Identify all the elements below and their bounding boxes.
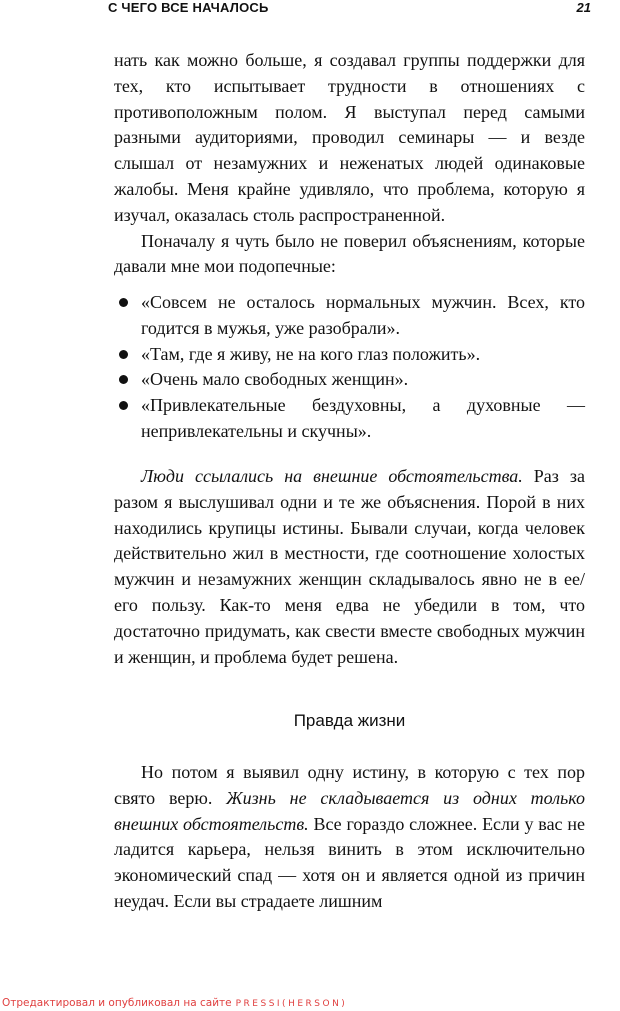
- footer-brand: PRESSI(HERSON): [235, 999, 348, 1009]
- bullet-text: «Очень мало свободных женщин».: [141, 369, 409, 390]
- bullet-list: [114, 290, 585, 445]
- bullet-list-block: [114, 290, 585, 445]
- bullet-text: «Привлекательные бездуховны, а духовные — непривлекательны и скучны».: [141, 395, 585, 441]
- text-block-3: [114, 760, 585, 915]
- paragraph-4-text-a: Но потом я выявил одну истину, в которую с тех пор свято верю.: [114, 762, 585, 808]
- paragraph-3: [114, 464, 585, 670]
- paragraph-2: Поначалу я чуть было не поверил объяснениям, которые давали мне мои подопечные:: [114, 230, 585, 277]
- bullet-icon: [119, 375, 128, 384]
- bullet-item: [114, 367, 585, 393]
- paragraph-4: [114, 760, 585, 915]
- text-block-2: [114, 464, 585, 670]
- bullet-text: «Совсем не осталось нормальных мужчин. Всех, кто годится в мужья, уже разобрали».: [141, 292, 585, 338]
- bullet-text: «Там, где я живу, не на кого глаз положить».: [141, 343, 481, 364]
- bullet-item: [114, 393, 585, 445]
- paragraph-1: нать как можно больше, я создавал группы поддержки для тех, кто испытывает трудности в отношениях с противоположным полом. Я выступал перед самыми разными аудиториями, проводил семинары — и везде слышал от незамужних и неженатых людей одинаковые жалобы. Меня крайне удивляло, что проблема, которую я изучал, оказалась столь распространенной.: [114, 50, 585, 225]
- section-heading: Правда жизни: [293, 711, 406, 730]
- footer-note-text: Отредактировал и опубликовал на сайте: [2, 997, 232, 1009]
- running-head-title: С ЧЕГО ВСЕ НАЧАЛОСЬ: [108, 0, 269, 15]
- paragraph-3-text: Раз за разом я выслушивал одни и те же объяснения. Порой в них находились крупицы истины. Бывали случаи, когда человек действительно жил в местности, где соотношение холостых мужчин и незамужних женщин складывалось явно не в ее/его пользу. Как-то меня едва не убедили в том, что достаточно придумать, как свести вместе свободных мужчин и женщин, и проблема будет решена.: [114, 466, 585, 667]
- bullet-item: [114, 342, 585, 368]
- page-number: 21: [576, 0, 591, 15]
- bullet-icon: [119, 401, 128, 410]
- text-block-1: [114, 48, 585, 280]
- bullet-item: [114, 290, 585, 342]
- italic-emphasis: Жизнь не складывается из одних только внешних обстоятельств.: [114, 787, 585, 834]
- italic-lead: Люди ссылались на внешние обстоятельства.: [141, 466, 523, 486]
- bullet-icon: [119, 298, 128, 307]
- bullet-icon: [119, 350, 128, 359]
- footer-watermark: [2, 997, 347, 1009]
- paragraph-4-text-b: Все гораздо сложнее. Если у вас не ладится карьера, нельзя винить в этом исключительно экономический спад — хотя он и является одной из причин неудач. Если вы страдаете лишним: [114, 813, 585, 911]
- running-head: [0, 0, 620, 26]
